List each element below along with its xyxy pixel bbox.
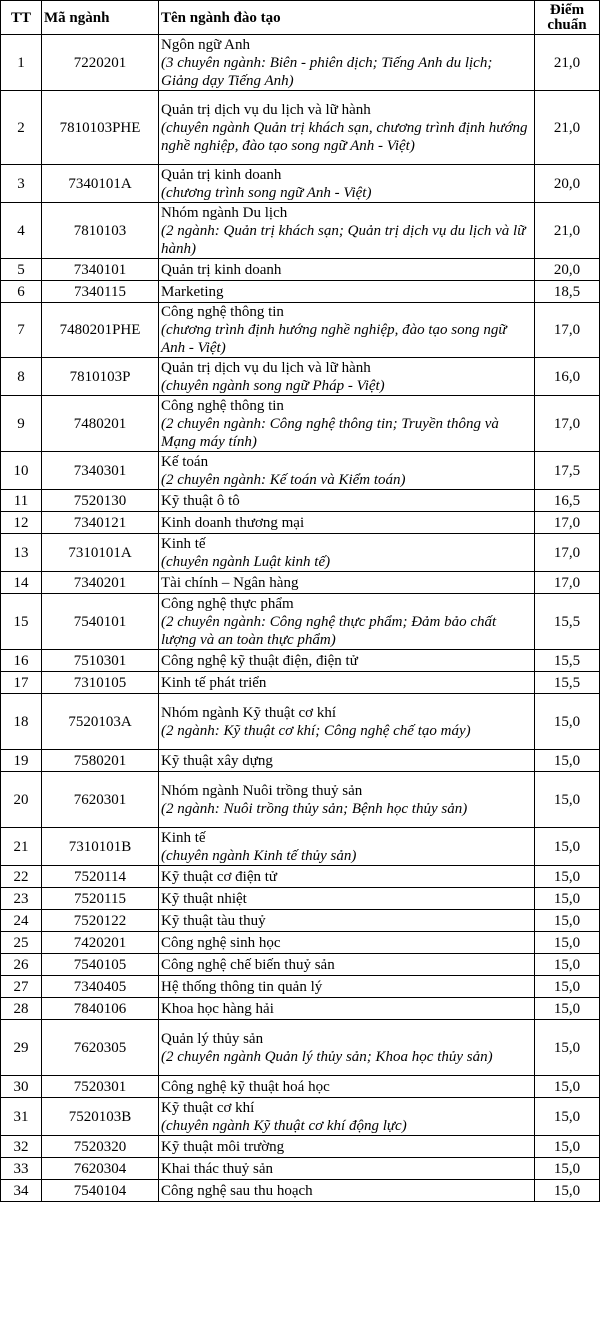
cutoff-score: 21,0 <box>535 203 600 259</box>
row-number: 24 <box>1 910 42 932</box>
major-name-cell <box>159 1136 535 1158</box>
cutoff-score: 15,5 <box>535 594 600 650</box>
table-row <box>1 396 600 452</box>
major-code: 7540101 <box>42 594 159 650</box>
major-name: Quản trị kinh doanh <box>161 261 282 278</box>
row-number: 34 <box>1 1180 42 1202</box>
major-name: Quản trị kinh doanh <box>161 166 282 183</box>
major-specialization: (2 chuyên ngành Quản lý thủy sản; Khoa học thủy sản) <box>161 1048 493 1065</box>
cutoff-score: 15,0 <box>535 866 600 888</box>
table-row <box>1 650 600 672</box>
major-name-cell <box>159 910 535 932</box>
major-code: 7340301 <box>42 452 159 490</box>
major-code: 7220201 <box>42 35 159 91</box>
table-row <box>1 1158 600 1180</box>
table-row <box>1 828 600 866</box>
major-name: Quản trị dịch vụ du lịch và lữ hành <box>161 101 371 118</box>
row-number: 22 <box>1 866 42 888</box>
major-name: Tài chính – Ngân hàng <box>161 574 299 591</box>
cutoff-score: 18,5 <box>535 281 600 303</box>
cutoff-score: 15,0 <box>535 1076 600 1098</box>
major-name-cell <box>159 490 535 512</box>
row-number: 29 <box>1 1020 42 1076</box>
major-name-cell <box>159 452 535 490</box>
major-code: 7480201 <box>42 396 159 452</box>
table-row <box>1 281 600 303</box>
major-specialization: (chuyên ngành Luật kinh tế) <box>161 553 331 570</box>
table-row <box>1 594 600 650</box>
major-code: 7810103P <box>42 358 159 396</box>
major-name-cell <box>159 976 535 998</box>
major-name: Công nghệ thông tin <box>161 304 284 320</box>
table-row <box>1 672 600 694</box>
major-code: 7520122 <box>42 910 159 932</box>
major-name-cell <box>159 203 535 259</box>
row-number: 23 <box>1 888 42 910</box>
row-number: 12 <box>1 512 42 534</box>
major-name: Nhóm ngành Du lịch <box>161 204 288 221</box>
major-specialization: (chương trình định hướng nghề nghiệp, đào tạo song ngữ Anh - Việt) <box>161 322 507 356</box>
major-name: Kinh tế <box>161 829 206 846</box>
row-number: 19 <box>1 750 42 772</box>
cutoff-score: 15,0 <box>535 772 600 828</box>
row-number: 2 <box>1 91 42 165</box>
major-name: Kỹ thuật cơ điện tử <box>161 868 278 885</box>
table-row <box>1 1098 600 1136</box>
major-code: 7580201 <box>42 750 159 772</box>
major-name: Kế toán <box>161 453 209 470</box>
major-name-cell <box>159 828 535 866</box>
cutoff-score: 20,0 <box>535 165 600 203</box>
row-number: 11 <box>1 490 42 512</box>
major-name-cell <box>159 534 535 572</box>
header-code: Mã ngành <box>42 1 159 35</box>
major-code: 7520103B <box>42 1098 159 1136</box>
table-row <box>1 976 600 998</box>
major-code: 7310101B <box>42 828 159 866</box>
major-code: 7810103PHE <box>42 91 159 165</box>
table-row <box>1 91 600 165</box>
major-specialization: (2 chuyên ngành: Kế toán và Kiểm toán) <box>161 471 406 488</box>
major-name-cell <box>159 281 535 303</box>
major-name: Kinh tế phát triển <box>161 674 267 691</box>
major-name-cell <box>159 35 535 91</box>
major-code: 7810103 <box>42 203 159 259</box>
cutoff-score: 17,0 <box>535 303 600 358</box>
table-row <box>1 490 600 512</box>
table-row <box>1 932 600 954</box>
major-name: Quản lý thủy sản <box>161 1030 264 1047</box>
cutoff-score: 16,5 <box>535 490 600 512</box>
major-specialization: (chuyên ngành Kinh tế thủy sản) <box>161 847 357 864</box>
table-row <box>1 534 600 572</box>
major-name-cell <box>159 572 535 594</box>
table-row <box>1 303 600 358</box>
table-row <box>1 1020 600 1076</box>
major-name-cell <box>159 954 535 976</box>
major-name-cell <box>159 888 535 910</box>
cutoff-score: 15,0 <box>535 1158 600 1180</box>
major-name-cell <box>159 750 535 772</box>
major-name: Kỹ thuật tàu thuỷ <box>161 912 266 929</box>
major-name-cell <box>159 303 535 358</box>
table-row <box>1 203 600 259</box>
major-name-cell <box>159 1020 535 1076</box>
major-code: 7340201 <box>42 572 159 594</box>
row-number: 28 <box>1 998 42 1020</box>
cutoff-score: 21,0 <box>535 91 600 165</box>
cutoff-score: 21,0 <box>535 35 600 91</box>
row-number: 27 <box>1 976 42 998</box>
row-number: 6 <box>1 281 42 303</box>
major-code: 7480201PHE <box>42 303 159 358</box>
cutoff-score: 15,0 <box>535 1136 600 1158</box>
major-name: Công nghệ kỹ thuật hoá học <box>161 1078 330 1095</box>
major-specialization: (chuyên ngành Quản trị khách sạn, chương trình định hướng nghề nghiệp, đào tạo song ngữ Anh - Việt) <box>161 119 528 154</box>
cutoff-score: 16,0 <box>535 358 600 396</box>
major-name: Kỹ thuật nhiệt <box>161 890 247 907</box>
major-specialization: (chuyên ngành song ngữ Pháp - Việt) <box>161 377 385 394</box>
row-number: 9 <box>1 396 42 452</box>
major-code: 7520103A <box>42 694 159 750</box>
major-name-cell <box>159 1076 535 1098</box>
cutoff-score: 17,0 <box>535 512 600 534</box>
major-name-cell <box>159 650 535 672</box>
major-name: Ngôn ngữ Anh <box>161 36 250 53</box>
table-row <box>1 772 600 828</box>
table-row <box>1 888 600 910</box>
cutoff-score: 17,0 <box>535 534 600 572</box>
row-number: 1 <box>1 35 42 91</box>
major-code: 7520114 <box>42 866 159 888</box>
major-name-cell <box>159 1098 535 1136</box>
major-code: 7340115 <box>42 281 159 303</box>
row-number: 18 <box>1 694 42 750</box>
table-row <box>1 1136 600 1158</box>
row-number: 32 <box>1 1136 42 1158</box>
row-number: 13 <box>1 534 42 572</box>
cutoff-score: 15,5 <box>535 672 600 694</box>
major-code: 7520320 <box>42 1136 159 1158</box>
major-name: Khoa học hàng hải <box>161 1000 274 1017</box>
major-code: 7520301 <box>42 1076 159 1098</box>
cutoff-score: 20,0 <box>535 259 600 281</box>
major-name-cell <box>159 1158 535 1180</box>
major-name-cell <box>159 998 535 1020</box>
major-code: 7620305 <box>42 1020 159 1076</box>
row-number: 16 <box>1 650 42 672</box>
major-name-cell <box>159 1180 535 1202</box>
major-name: Công nghệ thông tin <box>161 397 284 414</box>
row-number: 3 <box>1 165 42 203</box>
major-name: Kỹ thuật cơ khí <box>161 1099 255 1116</box>
cutoff-score: 15,0 <box>535 976 600 998</box>
table-row <box>1 910 600 932</box>
major-code: 7520115 <box>42 888 159 910</box>
major-code: 7520130 <box>42 490 159 512</box>
major-code: 7540105 <box>42 954 159 976</box>
cutoff-score: 15,0 <box>535 1020 600 1076</box>
major-name-cell <box>159 866 535 888</box>
major-name: Hệ thống thông tin quản lý <box>161 978 323 995</box>
row-number: 25 <box>1 932 42 954</box>
cutoff-score: 15,0 <box>535 888 600 910</box>
row-number: 30 <box>1 1076 42 1098</box>
major-name: Công nghệ chế biến thuỷ sản <box>161 956 335 973</box>
header-row <box>1 1 600 35</box>
row-number: 31 <box>1 1098 42 1136</box>
major-name: Nhóm ngành Nuôi trồng thuỷ sản <box>161 782 363 799</box>
cutoff-score: 17,0 <box>535 572 600 594</box>
major-specialization: (2 chuyên ngành: Công nghệ thông tin; Truyền thông và Mạng máy tính) <box>161 415 499 450</box>
table-row <box>1 1180 600 1202</box>
major-name-cell <box>159 932 535 954</box>
major-name: Kinh tế <box>161 535 206 552</box>
major-specialization: (chuyên ngành Kỹ thuật cơ khí động lực) <box>161 1117 407 1134</box>
major-name-cell <box>159 259 535 281</box>
row-number: 4 <box>1 203 42 259</box>
row-number: 7 <box>1 303 42 358</box>
cutoff-score: 15,0 <box>535 998 600 1020</box>
major-name: Marketing <box>161 283 224 300</box>
table-body <box>1 35 600 1202</box>
major-name-cell <box>159 772 535 828</box>
major-name-cell <box>159 358 535 396</box>
major-specialization: (2 ngành: Quản trị khách sạn; Quản trị dịch vụ du lịch và lữ hành) <box>161 222 526 257</box>
header-name: Tên ngành đào tạo <box>159 1 535 35</box>
cutoff-score: 15,0 <box>535 910 600 932</box>
major-name: Công nghệ kỹ thuật điện, điện tử <box>161 652 358 669</box>
table-row <box>1 259 600 281</box>
table-row <box>1 512 600 534</box>
row-number: 10 <box>1 452 42 490</box>
major-code: 7310101A <box>42 534 159 572</box>
header-tt: TT <box>1 1 42 35</box>
major-name: Công nghệ sau thu hoạch <box>161 1182 313 1199</box>
table-row <box>1 358 600 396</box>
major-specialization: (2 ngành: Nuôi trồng thủy sản; Bệnh học thủy sản) <box>161 800 468 817</box>
table-row <box>1 35 600 91</box>
major-code: 7420201 <box>42 932 159 954</box>
major-code: 7620304 <box>42 1158 159 1180</box>
cutoff-score: 17,0 <box>535 396 600 452</box>
cutoff-score: 15,0 <box>535 694 600 750</box>
major-name-cell <box>159 672 535 694</box>
table-row <box>1 954 600 976</box>
major-name: Công nghệ thực phẩm <box>161 595 294 612</box>
major-name: Nhóm ngành Kỹ thuật cơ khí <box>161 704 336 721</box>
cutoff-score: 15,0 <box>535 1180 600 1202</box>
row-number: 20 <box>1 772 42 828</box>
major-name: Khai thác thuỷ sản <box>161 1160 274 1177</box>
row-number: 33 <box>1 1158 42 1180</box>
row-number: 8 <box>1 358 42 396</box>
table-row <box>1 165 600 203</box>
major-name: Kỹ thuật xây dựng <box>161 752 273 769</box>
major-name-cell <box>159 165 535 203</box>
row-number: 15 <box>1 594 42 650</box>
row-number: 5 <box>1 259 42 281</box>
major-code: 7620301 <box>42 772 159 828</box>
major-specialization: (3 chuyên ngành: Biên - phiên dịch; Tiếng Anh du lịch; Giảng dạy Tiếng Anh) <box>161 54 493 89</box>
cutoff-score: 15,0 <box>535 932 600 954</box>
major-code: 7340101 <box>42 259 159 281</box>
major-name-cell <box>159 594 535 650</box>
major-name-cell <box>159 694 535 750</box>
table-row <box>1 866 600 888</box>
major-code: 7340121 <box>42 512 159 534</box>
major-specialization: (2 ngành: Kỹ thuật cơ khí; Công nghệ chế tạo máy) <box>161 722 471 739</box>
cutoff-score: 15,0 <box>535 828 600 866</box>
major-name-cell <box>159 91 535 165</box>
row-number: 14 <box>1 572 42 594</box>
major-name: Kinh doanh thương mại <box>161 514 305 531</box>
major-name: Công nghệ sinh học <box>161 934 281 951</box>
major-name: Kỹ thuật môi trường <box>161 1138 285 1155</box>
header-score: Điểm chuẩn <box>535 1 600 35</box>
cutoff-score: 17,5 <box>535 452 600 490</box>
cutoff-score: 15,0 <box>535 750 600 772</box>
row-number: 17 <box>1 672 42 694</box>
table-row <box>1 750 600 772</box>
major-code: 7510301 <box>42 650 159 672</box>
major-specialization: (chương trình song ngữ Anh - Việt) <box>161 184 372 201</box>
major-name-cell <box>159 396 535 452</box>
table-row <box>1 998 600 1020</box>
major-code: 7840106 <box>42 998 159 1020</box>
major-code: 7540104 <box>42 1180 159 1202</box>
row-number: 26 <box>1 954 42 976</box>
row-number: 21 <box>1 828 42 866</box>
major-specialization: (2 chuyên ngành: Công nghệ thực phẩm; Đảm bảo chất lượng và an toàn thực phẩm) <box>161 613 497 648</box>
major-code: 7310105 <box>42 672 159 694</box>
major-name: Kỹ thuật ô tô <box>161 492 240 509</box>
table-row <box>1 452 600 490</box>
table-row <box>1 694 600 750</box>
major-code: 7340405 <box>42 976 159 998</box>
major-name: Quản trị dịch vụ du lịch và lữ hành <box>161 359 371 376</box>
cutoff-score: 15,5 <box>535 650 600 672</box>
table-row <box>1 572 600 594</box>
cutoff-score: 15,0 <box>535 954 600 976</box>
major-code: 7340101A <box>42 165 159 203</box>
cutoff-score: 15,0 <box>535 1098 600 1136</box>
table-row <box>1 1076 600 1098</box>
major-name-cell <box>159 512 535 534</box>
